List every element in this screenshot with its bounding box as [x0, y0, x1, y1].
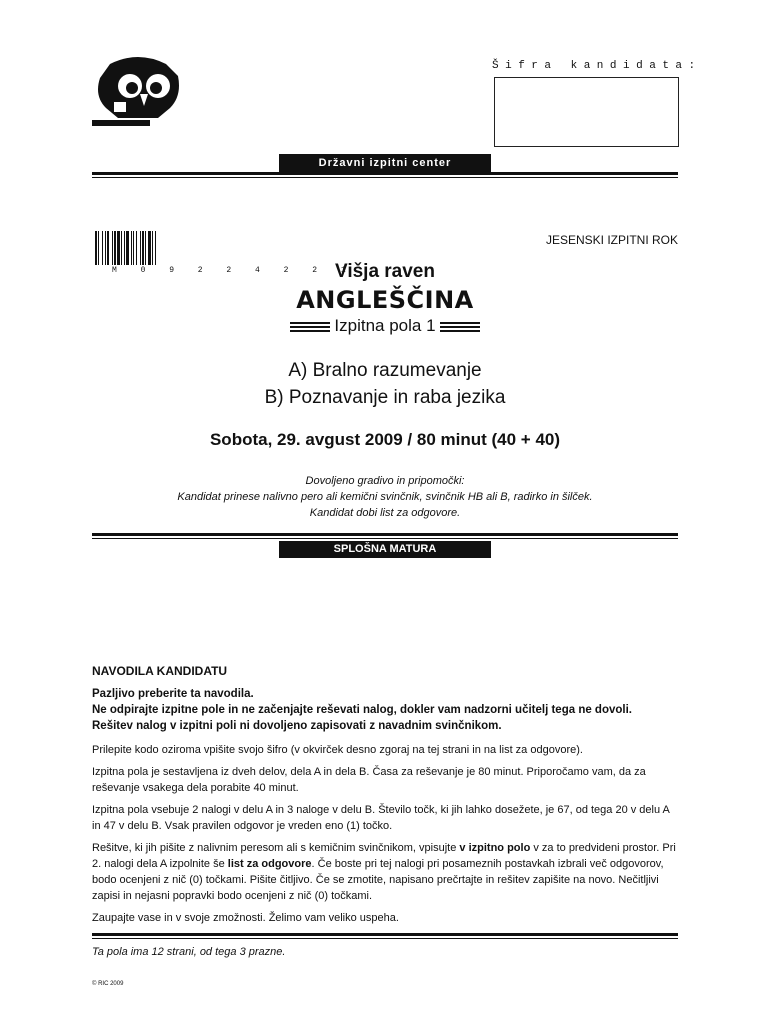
candidate-code-box[interactable] [494, 77, 679, 147]
instructions-p5: Zaupajte vase in v svoje zmožnosti. Želimo vam veliko uspeha. [92, 912, 399, 924]
exam-date: Sobota, 29. avgust 2009 / 80 minut (40 + 40) [209, 430, 561, 449]
footer-pages-note: Ta pola ima 12 strani, od tega 3 prazne. [92, 946, 286, 958]
paper-decor-right [440, 322, 480, 332]
instructions-heading: NAVODILA KANDIDATU [92, 664, 228, 678]
footer-rule-thin [92, 938, 678, 939]
p4-text-e: . Če boste pri tej nalogi pri posameznih postavkah izbrali več odgovorov, bodo ocenjeni z nič (0) točkami. Pišite čitljivo. Če se zmotite, napisano prečrtajte in rešitev zapišite na novo. Nečitljivi zapisi in nejasni popravki bodo ocenjeni z nič (0) točkami. [92, 858, 664, 902]
exam-level: Višja raven [334, 261, 435, 282]
instructions-bold-3: Rešitev nalog v izpitni poli ni dovoljeno zapisovati z navadnim svinčnikom. [92, 720, 502, 732]
candidate-code-label: Šifra kandidata: [492, 60, 702, 72]
p4-text-a: Rešitve, ki jih pišite z nalivnim peresom ali s kemičnim svinčnikom, vpisujte [92, 842, 460, 854]
part-b: B) Poznavanje in raba jezika [264, 387, 506, 408]
header-rule-thin [92, 177, 678, 178]
barcode-number: M 0 9 2 2 4 2 2 1 [112, 266, 356, 275]
matura-rule-thick [92, 533, 678, 536]
instructions-p4 [92, 840, 678, 904]
matura-rule-thin [92, 538, 678, 539]
materials-line3: Kandidat dobi list za odgovore. [309, 507, 461, 519]
exam-paper: Izpitna pola 1 [334, 316, 436, 335]
owl-logo [88, 56, 188, 131]
footer-copyright: © RIC 2009 [92, 981, 124, 987]
p4-text-c: v za to predvideni prostor. Pri 2. nalogi dela A izpolnite še [92, 842, 676, 870]
materials-line1: Dovoljeno gradivo in pripomočki: [305, 475, 465, 487]
center-name-banner: Državni izpitni center [279, 154, 491, 172]
header-rule-thick [92, 172, 678, 175]
p4-bold-b: v izpitno polo [459, 842, 531, 854]
barcode [95, 231, 255, 265]
instructions-block [92, 664, 678, 932]
footer-rule-thick [92, 933, 678, 936]
instructions-p2: Izpitna pola je sestavljena iz dveh delov, dela A in dela B. Časa za reševanje je 80 minut. Priporočamo vam, da za reševanje vsakega dela porabite 40 minut. [92, 766, 646, 794]
p4-bold-d: list za odgovore [227, 858, 312, 870]
instructions-bold-1: Pazljivo preberite ta navodila. [92, 688, 254, 700]
part-a: A) Bralno razumevanje [288, 360, 482, 381]
instructions-bold-2: Ne odpirajte izpitne pole in ne začenjajte reševati nalog, dokler vam nadzorni učitelj tega ne dovoli. [92, 704, 632, 716]
materials-line2: Kandidat prinese nalivno pero ali kemični svinčnik, svinčnik HB ali B, radirko in šilček. [177, 491, 593, 503]
instructions-p3: Izpitna pola vsebuje 2 nalogi v delu A in 3 naloge v delu B. Število točk, ki jih lahko dosežete, je 67, od tega 20 v delu A in 47 v delu B. Vsak pravilen odgovor je vreden eno (1) točko. [92, 804, 670, 832]
matura-banner: SPLOŠNA MATURA [279, 541, 491, 558]
instructions-p1: Prilepite kodo oziroma vpišite svojo šifro (v okvirček desno zgoraj na tej strani in na list za odgovore). [92, 744, 583, 756]
session-label: JESENSKI IZPITNI ROK [545, 233, 678, 247]
exam-subject: ANGLEŠČINA [296, 286, 474, 314]
